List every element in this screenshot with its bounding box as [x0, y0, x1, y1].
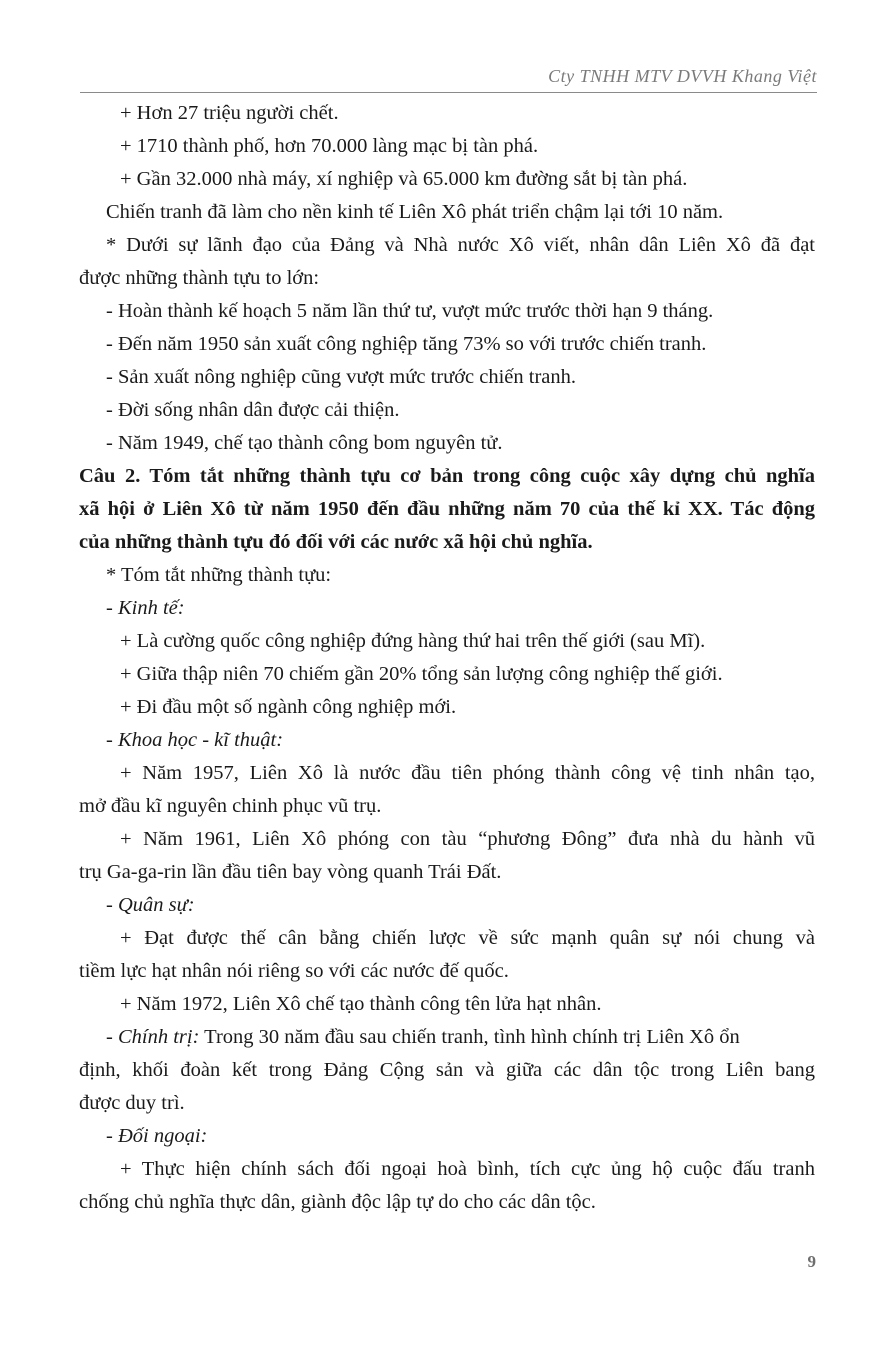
section-label: - Đối ngoại: — [106, 1125, 208, 1147]
section-label: - Kinh tế: — [106, 597, 185, 619]
text-line: được những thành tựu to lớn: — [79, 267, 320, 289]
text-line: - Hoàn thành kế hoạch 5 năm lần thứ tư, vượt mức trước thời hạn 9 tháng. — [106, 300, 714, 322]
text-span: Trong 30 năm đầu sau chiến tranh, tình hình chính trị Liên Xô ổn — [199, 1026, 740, 1048]
text-line: + Gần 32.000 nhà máy, xí nghiệp và 65.000 km đường sắt bị tàn phá. — [120, 168, 688, 190]
page-number: 9 — [807, 1252, 816, 1271]
text-line: + Năm 1972, Liên Xô chế tạo thành công tên lửa hạt nhân. — [120, 993, 602, 1015]
text-line: + Đạt được thế cân bằng chiến lược về sức mạnh quân sự nói chung và — [120, 927, 815, 949]
text-line: + Đi đầu một số ngành công nghiệp mới. — [120, 696, 457, 718]
text-line: * Tóm tắt những thành tựu: — [106, 564, 332, 586]
text-line: + Năm 1961, Liên Xô phóng con tàu “phương Đông” đưa nhà du hành vũ — [120, 828, 815, 850]
section-label: - Khoa học - kĩ thuật: — [106, 729, 284, 751]
text-line: + 1710 thành phố, hơn 70.000 làng mạc bị tàn phá. — [120, 135, 539, 157]
text-line: + Là cường quốc công nghiệp đứng hàng thứ hai trên thế giới (sau Mĩ). — [120, 630, 706, 652]
text-line: - Sản xuất nông nghiệp cũng vượt mức trước chiến tranh. — [106, 366, 577, 388]
question-heading: của những thành tựu đó đối với các nước xã hội chủ nghĩa. — [79, 531, 593, 553]
text-line: - Năm 1949, chế tạo thành công bom nguyên tử. — [106, 432, 503, 454]
text-line: chống chủ nghĩa thực dân, giành độc lập tự do cho các dân tộc. — [79, 1191, 596, 1213]
page-body — [79, 97, 815, 1219]
text-line: + Giữa thập niên 70 chiếm gần 20% tổng sản lượng công nghiệp thế giới. — [120, 663, 723, 685]
text-line: mở đầu kĩ nguyên chinh phục vũ trụ. — [79, 795, 382, 817]
section-label: - Quân sự: — [106, 894, 195, 916]
running-header — [80, 64, 817, 93]
text-line: trụ Ga-ga-rin lần đầu tiên bay vòng quanh Trái Đất. — [79, 861, 502, 883]
section-label: - Chính trị: — [106, 1026, 200, 1048]
text-line: định, khối đoàn kết trong Đảng Cộng sản và giữa các dân tộc trong Liên bang — [79, 1059, 815, 1081]
text-line: - Đến năm 1950 sản xuất công nghiệp tăng 73% so với trước chiến tranh. — [106, 333, 707, 355]
text-line: - Đời sống nhân dân được cải thiện. — [106, 399, 400, 421]
text-line: tiềm lực hạt nhân nói riêng so với các nước đế quốc. — [79, 960, 509, 982]
text-line: + Hơn 27 triệu người chết. — [120, 102, 339, 124]
text-line: + Thực hiện chính sách đối ngoại hoà bình, tích cực ủng hộ cuộc đấu tranh — [120, 1158, 815, 1180]
text-line — [79, 1021, 815, 1054]
text-line: Chiến tranh đã làm cho nền kinh tế Liên Xô phát triển chậm lại tới 10 năm. — [106, 201, 724, 223]
text-line: được duy trì. — [79, 1092, 185, 1114]
publisher-name: Cty TNHH MTV DVVH Khang Việt — [548, 66, 817, 86]
question-heading: xã hội ở Liên Xô từ năm 1950 đến đầu những năm 70 của thế kỉ XX. Tác động — [79, 498, 815, 520]
question-heading: Câu 2. Tóm tắt những thành tựu cơ bản trong công cuộc xây dựng chủ nghĩa — [79, 465, 815, 487]
text-line: + Năm 1957, Liên Xô là nước đầu tiên phóng thành công vệ tinh nhân tạo, — [120, 762, 815, 784]
text-line: * Dưới sự lãnh đạo của Đảng và Nhà nước Xô viết, nhân dân Liên Xô đã đạt — [106, 234, 815, 256]
